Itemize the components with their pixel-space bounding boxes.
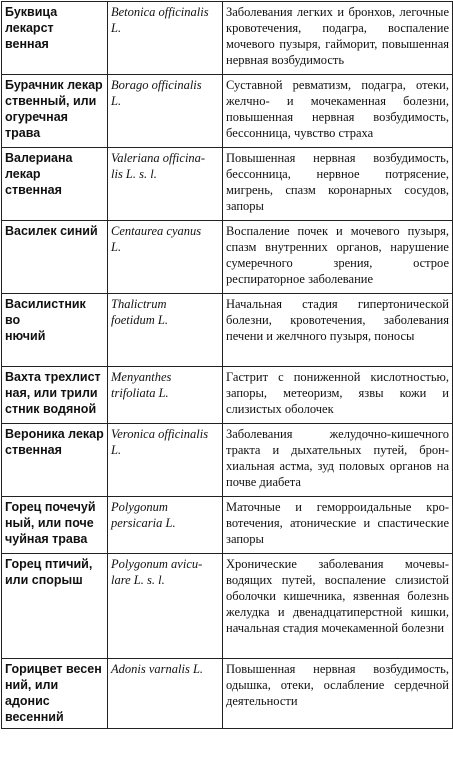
indications-cell [223, 221, 453, 294]
indications-text: Воспаление почек и мочевого пузыря, спазм внутренних органов, нарушение сумеречного зрения, острое респираторное заболевание [226, 224, 449, 286]
latin-name: Borago officinalis L. [111, 78, 202, 108]
indications-cell [223, 294, 453, 367]
indications-text: Суставной ревматизм, подагра, отеки, желчно- и мочекаменная болезни, повышенная нервная возбудимость, бессонница, чувство страха [226, 78, 449, 140]
latin-name: Polygonum persicaria L. [111, 500, 176, 530]
table-row [2, 294, 453, 367]
plant-name-cell [2, 554, 108, 659]
plant-name-cell [2, 294, 108, 367]
plant-name: Буквица лекарст венная [5, 5, 58, 51]
latin-name-cell [108, 424, 223, 497]
table-row [2, 75, 453, 148]
latin-name-cell [108, 294, 223, 367]
indications-cell [223, 424, 453, 497]
indications-cell [223, 497, 453, 554]
table-row [2, 221, 453, 294]
latin-name: Thalictrum foetidum L. [111, 297, 168, 327]
indications-text: Маточные и геморроидальные кровотечения, атонические и спастические запоры [226, 500, 449, 546]
latin-name-cell [108, 554, 223, 659]
indications-text: Гастрит с пониженной кислотностью, запоры, метеоризм, язвы кожи и слизистых оболочек [226, 370, 449, 416]
table-row [2, 2, 453, 75]
table-row [2, 659, 453, 729]
plant-name-cell [2, 424, 108, 497]
indications-cell [223, 2, 453, 75]
plant-name: Горицвет весен ний, или адонис весенний [5, 662, 102, 724]
latin-name-cell [108, 75, 223, 148]
indications-cell [223, 367, 453, 424]
plant-name: Бурачник лекар ственный, или огуречная трава [5, 78, 103, 140]
latin-name: Veronica officinalis L. [111, 427, 209, 457]
latin-name: Adonis varnalis L. [111, 662, 204, 676]
latin-name: Centaurea cyanus L. [111, 224, 202, 254]
plant-name-cell [2, 221, 108, 294]
plant-name: Вероника лекар ственная [5, 427, 104, 457]
table-row [2, 497, 453, 554]
latin-name-cell [108, 497, 223, 554]
indications-text: Заболевания желудочно-кишечного тракта и дыхательных путей, бронхиальная астма, зуд половых органов на почве диабета [226, 427, 449, 489]
plant-name-cell [2, 367, 108, 424]
plant-name: Вахта трехлист ная, или трили стник водяной [5, 370, 101, 416]
table-row [2, 367, 453, 424]
indications-cell [223, 554, 453, 659]
indications-text: Хронические заболевания мочевыводящих путей, воспаление слизистой оболочки кишечника, язвенная болезнь желудка и двенадцатиперстной кишки, начальная стадия мочекаменной болезни [226, 557, 449, 635]
latin-name-cell [108, 659, 223, 729]
plant-name: Валериана лекар ственная [5, 151, 73, 197]
plant-name-cell [2, 659, 108, 729]
latin-name: Polygonum avicu- lare L. s. l. [111, 557, 203, 587]
plant-name-cell [2, 2, 108, 75]
indications-text: Повышенная нервная возбудимость, бессонница, нервное потрясение, мигрень, спазм коронарных сосудов, запоры [226, 151, 449, 213]
latin-name-cell [108, 221, 223, 294]
plant-name-cell [2, 497, 108, 554]
indications-text: Начальная стадия гипертонической болезни, кровотечения, заболевания печени и желчного пузыря, поносы [226, 297, 449, 343]
table-row [2, 554, 453, 659]
plant-name: Горец птичий, или спорыш [5, 557, 93, 587]
plant-name-cell [2, 75, 108, 148]
indications-cell [223, 75, 453, 148]
indications-cell [223, 148, 453, 221]
table-row [2, 148, 453, 221]
latin-name: Valeriana officina- lis L. s. l. [111, 151, 206, 181]
medicinal-plants-table [1, 1, 453, 729]
latin-name-cell [108, 2, 223, 75]
indications-cell [223, 659, 453, 729]
plant-name: Горец почечуй ный, или поче чуйная трава [5, 500, 96, 546]
plant-name: Василистник во нючий [5, 297, 86, 343]
latin-name: Menyanthes trifoliata L. [111, 370, 172, 400]
latin-name-cell [108, 367, 223, 424]
indications-text: Заболевания легких и бронхов, легочные кровотечения, подагра, воспаление мочевого пузыря, гайморит, повышенная нервная возбудимость [226, 5, 449, 67]
latin-name-cell [108, 148, 223, 221]
table-row [2, 424, 453, 497]
indications-text: Повышенная нервная возбудимость, одышка, отеки, ослабление сердечной деятельности [226, 662, 449, 708]
plant-name: Василек синий [5, 224, 98, 238]
plant-name-cell [2, 148, 108, 221]
latin-name: Betonica officinalis L. [111, 5, 209, 35]
